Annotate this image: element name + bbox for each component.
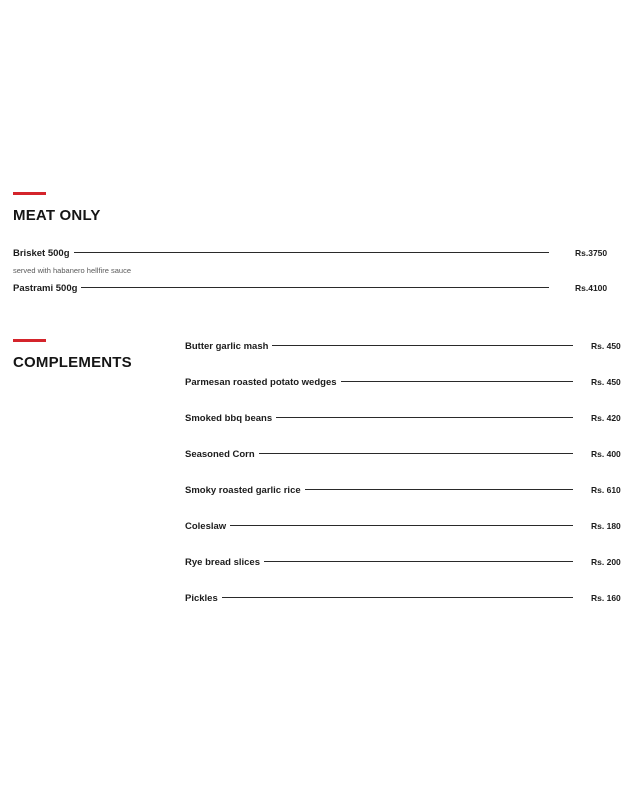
- menu-item-name: Butter garlic mash: [185, 340, 269, 352]
- leader-line: [305, 489, 573, 490]
- menu-item-price: Rs.3750: [575, 248, 608, 258]
- leader-line: [222, 597, 573, 598]
- menu-item-pastrami: [13, 281, 625, 295]
- complements-accent-bar: [13, 339, 46, 342]
- menu-item-name: Smoky roasted garlic rice: [185, 484, 301, 496]
- leader-line: [341, 381, 573, 382]
- leader-line: [272, 345, 573, 346]
- menu-item-rye-bread: [185, 555, 625, 569]
- menu-item-parmesan-wedges: [185, 375, 625, 389]
- menu-item-pickles: [185, 591, 625, 605]
- menu-item-name: Pickles: [185, 592, 218, 604]
- menu-item-price: Rs. 200: [591, 557, 621, 567]
- menu-item-price: Rs. 450: [591, 341, 621, 351]
- menu-item-name: Pastrami 500g: [13, 282, 78, 294]
- leader-line: [276, 417, 573, 418]
- menu-item-name: Seasoned Corn: [185, 448, 255, 460]
- menu-item-brisket: [13, 246, 625, 260]
- menu-item-coleslaw: [185, 519, 625, 533]
- menu-item-price: Rs.4100: [575, 283, 608, 293]
- menu-item-price: Rs. 610: [591, 485, 621, 495]
- menu-item-price: Rs. 420: [591, 413, 621, 423]
- menu-item-name: Rye bread slices: [185, 556, 260, 568]
- menu-item-butter-garlic-mash: [185, 339, 625, 353]
- meat-only-title: MEAT ONLY: [13, 207, 101, 224]
- menu-item-name: Coleslaw: [185, 520, 227, 532]
- menu-item-name: Brisket 500g: [13, 247, 70, 259]
- leader-line: [259, 453, 573, 454]
- leader-line: [81, 287, 549, 288]
- menu-item-seasoned-corn: [185, 447, 625, 461]
- meat-only-accent-bar: [13, 192, 46, 195]
- leader-line: [74, 252, 549, 253]
- leader-line: [264, 561, 573, 562]
- menu-item-price: Rs. 160: [591, 593, 621, 603]
- menu-item-price: Rs. 180: [591, 521, 621, 531]
- menu-item-smoked-bbq-beans: [185, 411, 625, 425]
- menu-item-name: Smoked bbq beans: [185, 412, 273, 424]
- menu-item-price: Rs. 400: [591, 449, 621, 459]
- menu-item-name: Parmesan roasted potato wedges: [185, 376, 337, 388]
- complements-title: COMPLEMENTS: [13, 354, 132, 371]
- menu-item-description: served with habanero hellfire sauce: [13, 266, 131, 275]
- menu-item-price: Rs. 450: [591, 377, 621, 387]
- leader-line: [230, 525, 573, 526]
- menu-item-garlic-rice: [185, 483, 625, 497]
